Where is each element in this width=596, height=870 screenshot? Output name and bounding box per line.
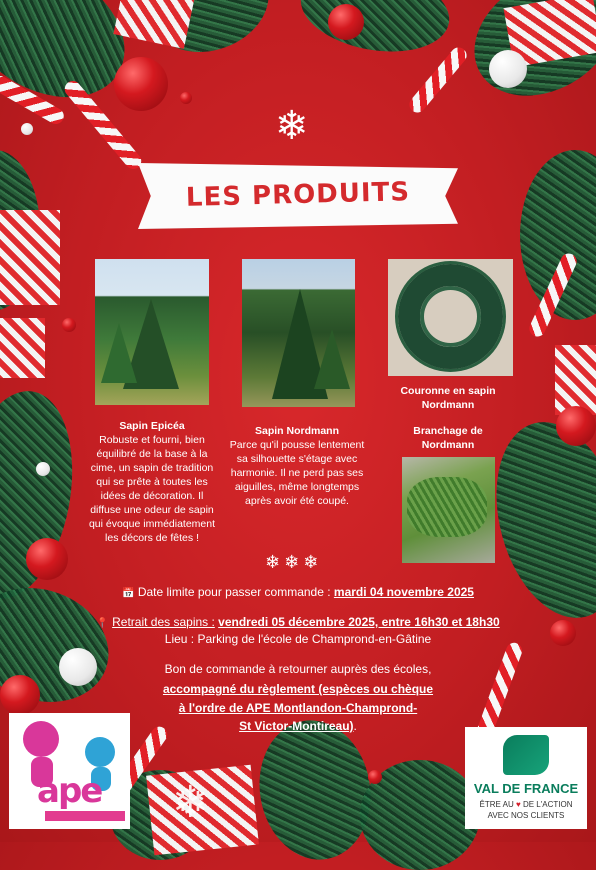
product-photo-branchage <box>402 457 495 563</box>
snowflake-icon: ❄ <box>265 552 285 573</box>
product-description: Robuste et fourni, bien équilibré de la base à la cime, un sapin de tradition qui se prête à toutes les idées de décoration. Il diffuse une odeur de sapin qui évoque immédiatement les décors de fêtes ! <box>88 434 216 544</box>
bank-tagline-part1: ÊTRE AU <box>479 800 514 809</box>
pickup-location: Lieu : Parking de l'école de Champrond-en-Gâtine <box>164 632 432 646</box>
return-line-4: St Victor-Montireau) <box>239 719 354 733</box>
product-name: Sapin Epicéa <box>119 420 185 432</box>
bank-logo-tagline <box>465 800 587 809</box>
product-photo-epicea <box>95 259 209 405</box>
pickup-label: Retrait des sapins : <box>112 615 215 629</box>
order-pickup <box>0 615 596 629</box>
bank-logo <box>465 727 587 829</box>
snowflake-icon: ❄ <box>172 777 209 828</box>
product-nordmann <box>224 424 370 508</box>
heart-icon: ♥ <box>515 800 521 809</box>
product-photo-couronne <box>388 259 513 376</box>
deadline-label: Date limite pour passer commande : <box>137 585 331 599</box>
product-name: Sapin Nordmann <box>254 425 339 437</box>
return-line-2-wrap <box>0 682 596 696</box>
order-deadline <box>0 585 596 599</box>
pin-icon: 📍 <box>96 618 109 629</box>
product-name: Couronne en sapin Nordmann <box>400 385 496 411</box>
snowflake-icon: ❄ <box>275 103 309 149</box>
snowflake-divider <box>265 552 322 573</box>
page-title: LES PRODUITS <box>185 177 411 213</box>
bank-logo-tagline-2: AVEC NOS CLIENTS <box>487 811 565 820</box>
pickup-value: vendredi 05 décembre 2025, entre 16h30 et 18h30 <box>218 615 500 629</box>
snowflake-icon: ❄ <box>303 552 323 573</box>
bank-tagline-part2: DE L'ACTION <box>522 800 573 809</box>
product-name: Branchage de Nordmann <box>413 425 483 451</box>
snowflake-icon: ❄ <box>284 552 304 573</box>
bank-logo-icon <box>503 735 549 775</box>
return-line-1: Bon de commande à retourner auprès des écoles, <box>164 662 432 676</box>
product-description: Parce qu'il pousse lentement sa silhouette s'étage avec harmonie. Il ne perd pas ses aiguilles, même longtemps après avoir été coupé. <box>229 439 365 507</box>
product-photo-nordmann <box>242 259 355 407</box>
ape-logo <box>9 713 130 829</box>
product-couronne <box>392 384 504 412</box>
return-line-2: accompagné du règlement (espèces ou chèque <box>162 682 434 696</box>
return-line-3: à l'ordre de APE Montlandon-Champrond- <box>178 701 418 715</box>
calendar-icon: 📅 <box>122 588 135 599</box>
product-epicea <box>88 419 216 545</box>
deadline-value: mardi 04 novembre 2025 <box>333 585 474 599</box>
ape-logo-text: ape <box>37 771 102 811</box>
return-end: . <box>353 719 357 733</box>
product-branchage <box>392 424 504 452</box>
bank-logo-name: VAL DE FRANCE <box>473 781 579 796</box>
